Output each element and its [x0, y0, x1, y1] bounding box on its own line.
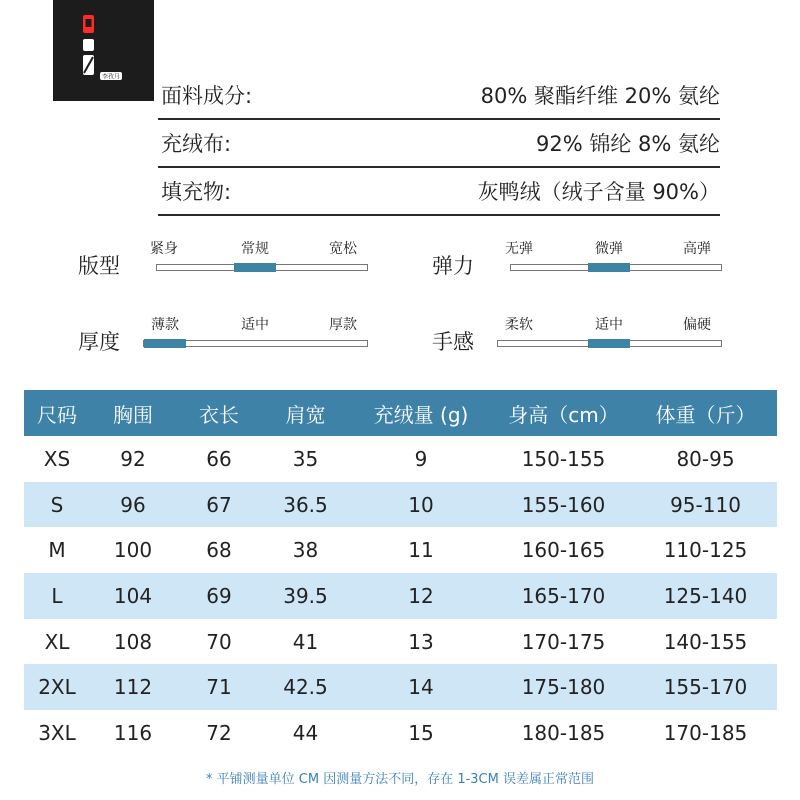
table-cell: 39.5 [262, 573, 349, 619]
table-row [24, 710, 777, 756]
table-cell: 80-95 [676, 446, 735, 471]
scale-label-mid: 常规 [241, 241, 269, 257]
table-cell: 160-165 [521, 538, 606, 563]
table-cell: XL [44, 629, 70, 654]
scale-label-mid: 微弹 [595, 241, 623, 257]
table-cell: 150-155 [521, 446, 606, 471]
table-cell: 44 [292, 720, 319, 745]
header-down-fill: 充绒量 (g) [349, 390, 493, 436]
header-weight: 体重（斤） [634, 390, 777, 436]
table-cell: 67 [176, 482, 262, 528]
table-cell: L [24, 573, 90, 619]
header-chest: 胸围 [90, 390, 176, 436]
table-cell: 11 [408, 538, 434, 563]
table-cell: 2XL [24, 664, 90, 710]
scale-label-low: 紧身 [150, 241, 178, 257]
scale-marker [234, 263, 276, 272]
table-cell: 96 [90, 482, 176, 528]
table-cell: S [24, 482, 90, 528]
scale-label-low: 无弹 [505, 241, 533, 257]
table-row [24, 573, 777, 619]
table-cell: 116 [113, 720, 153, 745]
scale-marker [588, 339, 630, 348]
scale-label-high: 偏硬 [683, 317, 711, 333]
table-row [24, 619, 777, 665]
table-cell: 38 [292, 538, 319, 563]
scale-label-high: 宽松 [329, 241, 357, 257]
table-cell: 155-170 [634, 664, 777, 710]
table-cell: M [48, 538, 66, 563]
material-value: 80% 聚酯纤维 20% 氨纶 [480, 84, 720, 108]
scale-marker [588, 263, 630, 272]
table-cell: 14 [349, 664, 493, 710]
table-cell: 92 [120, 446, 146, 471]
table-cell: 10 [349, 482, 493, 528]
scale-label-mid: 适中 [595, 317, 623, 333]
table-cell: 12 [349, 573, 493, 619]
size-table [24, 390, 777, 756]
table-row [24, 527, 777, 573]
material-value: 92% 锦纶 8% 氨纶 [535, 132, 720, 156]
table-cell: 15 [408, 720, 434, 745]
header-shoulder: 肩宽 [262, 390, 349, 436]
scale-label-mid: 适中 [241, 317, 269, 333]
table-row [24, 664, 777, 710]
scale-name: 厚度 [78, 330, 120, 354]
table-cell: 175-180 [493, 664, 634, 710]
table-cell: 66 [206, 446, 232, 471]
material-key: 填充物: [161, 180, 232, 204]
material-info [158, 72, 720, 216]
table-cell: 125-140 [634, 573, 777, 619]
table-cell: 165-170 [493, 573, 634, 619]
table-cell: 35 [292, 446, 319, 471]
material-value: 灰鸭绒（绒子含量 90%） [477, 180, 720, 204]
scale-elasticity [432, 238, 732, 298]
table-cell: 170-185 [663, 720, 748, 745]
scale-name: 弹力 [432, 254, 474, 278]
material-row-filling [158, 168, 720, 216]
scale-name: 手感 [432, 330, 474, 354]
scale-hand-feel [432, 314, 732, 374]
scale-name: 版型 [78, 254, 120, 278]
table-row [24, 482, 777, 528]
table-cell: 140-155 [663, 629, 748, 654]
logo-stamp-text: 李孜月 [101, 73, 121, 81]
header-size: 尺码 [24, 390, 90, 436]
scale-label-low: 柔软 [505, 317, 533, 333]
table-cell: 110-125 [663, 538, 748, 563]
table-header-row [24, 390, 777, 436]
header-length: 衣长 [176, 390, 262, 436]
scale-thickness [78, 314, 378, 374]
table-cell: 9 [414, 446, 428, 471]
scale-label-high: 高弹 [683, 241, 711, 257]
table-row [24, 436, 777, 482]
measurement-note: * 平铺测量单位 CM 因测量方法不同，存在 1-3CM 误差属正常范围 [206, 772, 594, 787]
material-key: 充绒布: [161, 132, 232, 156]
table-cell: 42.5 [262, 664, 349, 710]
table-cell: XS [43, 446, 71, 471]
table-cell: 3XL [38, 720, 76, 745]
table-cell: 13 [408, 629, 434, 654]
table-cell: 68 [206, 538, 232, 563]
table-cell: 155-160 [493, 482, 634, 528]
table-cell: 95-110 [634, 482, 777, 528]
table-cell: 112 [90, 664, 176, 710]
table-cell: 71 [176, 664, 262, 710]
table-cell: 170-175 [521, 629, 606, 654]
table-cell: 180-185 [521, 720, 606, 745]
scale-label-high: 厚款 [329, 317, 357, 333]
table-cell: 100 [113, 538, 153, 563]
material-row-lining [158, 120, 720, 168]
table-cell: 36.5 [262, 482, 349, 528]
scale-marker [144, 339, 186, 348]
brand-logo [53, 0, 154, 101]
header-height: 身高（cm） [493, 390, 634, 436]
table-cell: 69 [176, 573, 262, 619]
table-cell: 108 [113, 629, 153, 654]
table-cell: 70 [206, 629, 232, 654]
table-cell: 104 [90, 573, 176, 619]
material-key: 面料成分: [161, 84, 253, 108]
table-cell: 41 [292, 629, 319, 654]
scale-fit [78, 238, 378, 298]
scale-label-low: 薄款 [151, 317, 179, 333]
table-cell: 72 [206, 720, 232, 745]
material-row-fabric [158, 72, 720, 120]
